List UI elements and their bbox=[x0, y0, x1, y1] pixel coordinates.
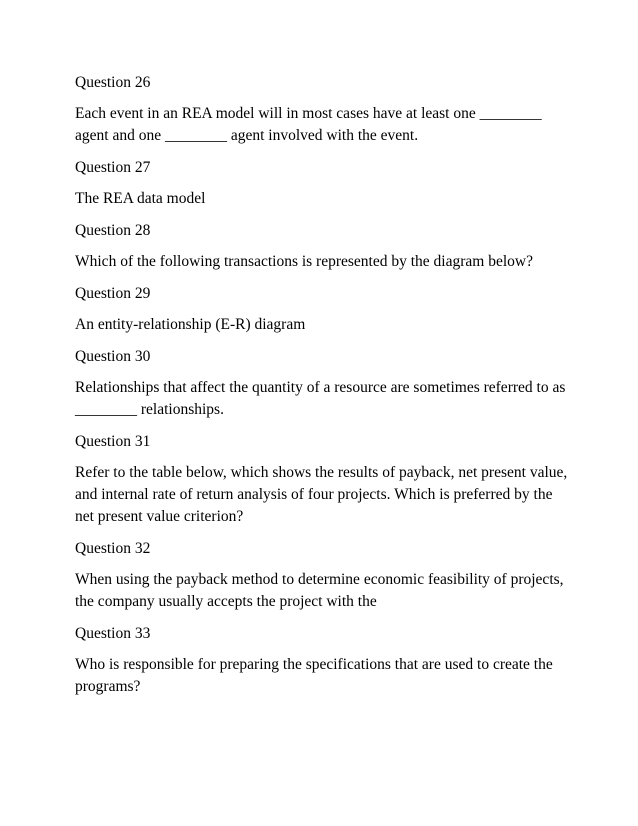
question-heading: Question 31 bbox=[75, 433, 151, 450]
question-heading: Question 29 bbox=[75, 285, 151, 302]
question-heading: Question 26 bbox=[75, 74, 151, 91]
question-32 bbox=[75, 538, 575, 613]
question-heading: Question 30 bbox=[75, 348, 151, 365]
question-text: Who is responsible for preparing the specifications that are used to create the programs? bbox=[75, 656, 553, 695]
question-heading: Question 32 bbox=[75, 540, 151, 557]
question-27 bbox=[75, 157, 575, 210]
question-33 bbox=[75, 623, 575, 698]
question-text: When using the payback method to determine economic feasibility of projects, the company usually accepts the project with the bbox=[75, 571, 564, 610]
question-text: An entity-relationship (E-R) diagram bbox=[75, 316, 306, 333]
question-heading: Question 27 bbox=[75, 159, 151, 176]
question-heading: Question 33 bbox=[75, 625, 151, 642]
question-text: Relationships that affect the quantity of a resource are sometimes referred to as ________ relationships. bbox=[75, 379, 566, 418]
question-28 bbox=[75, 220, 575, 273]
question-31 bbox=[75, 431, 575, 528]
question-heading: Question 28 bbox=[75, 222, 151, 239]
question-text: The REA data model bbox=[75, 190, 206, 207]
question-30 bbox=[75, 346, 575, 421]
question-text: Each event in an REA model will in most cases have at least one ________ agent and one ________ agent involved with the event. bbox=[75, 105, 542, 144]
question-text: Which of the following transactions is represented by the diagram below? bbox=[75, 253, 533, 270]
document-page bbox=[75, 72, 575, 708]
question-26 bbox=[75, 72, 575, 147]
question-29 bbox=[75, 283, 575, 336]
question-text: Refer to the table below, which shows the results of payback, net present value, and internal rate of return analysis of four projects. Which is preferred by the net present value criterion? bbox=[75, 464, 568, 525]
